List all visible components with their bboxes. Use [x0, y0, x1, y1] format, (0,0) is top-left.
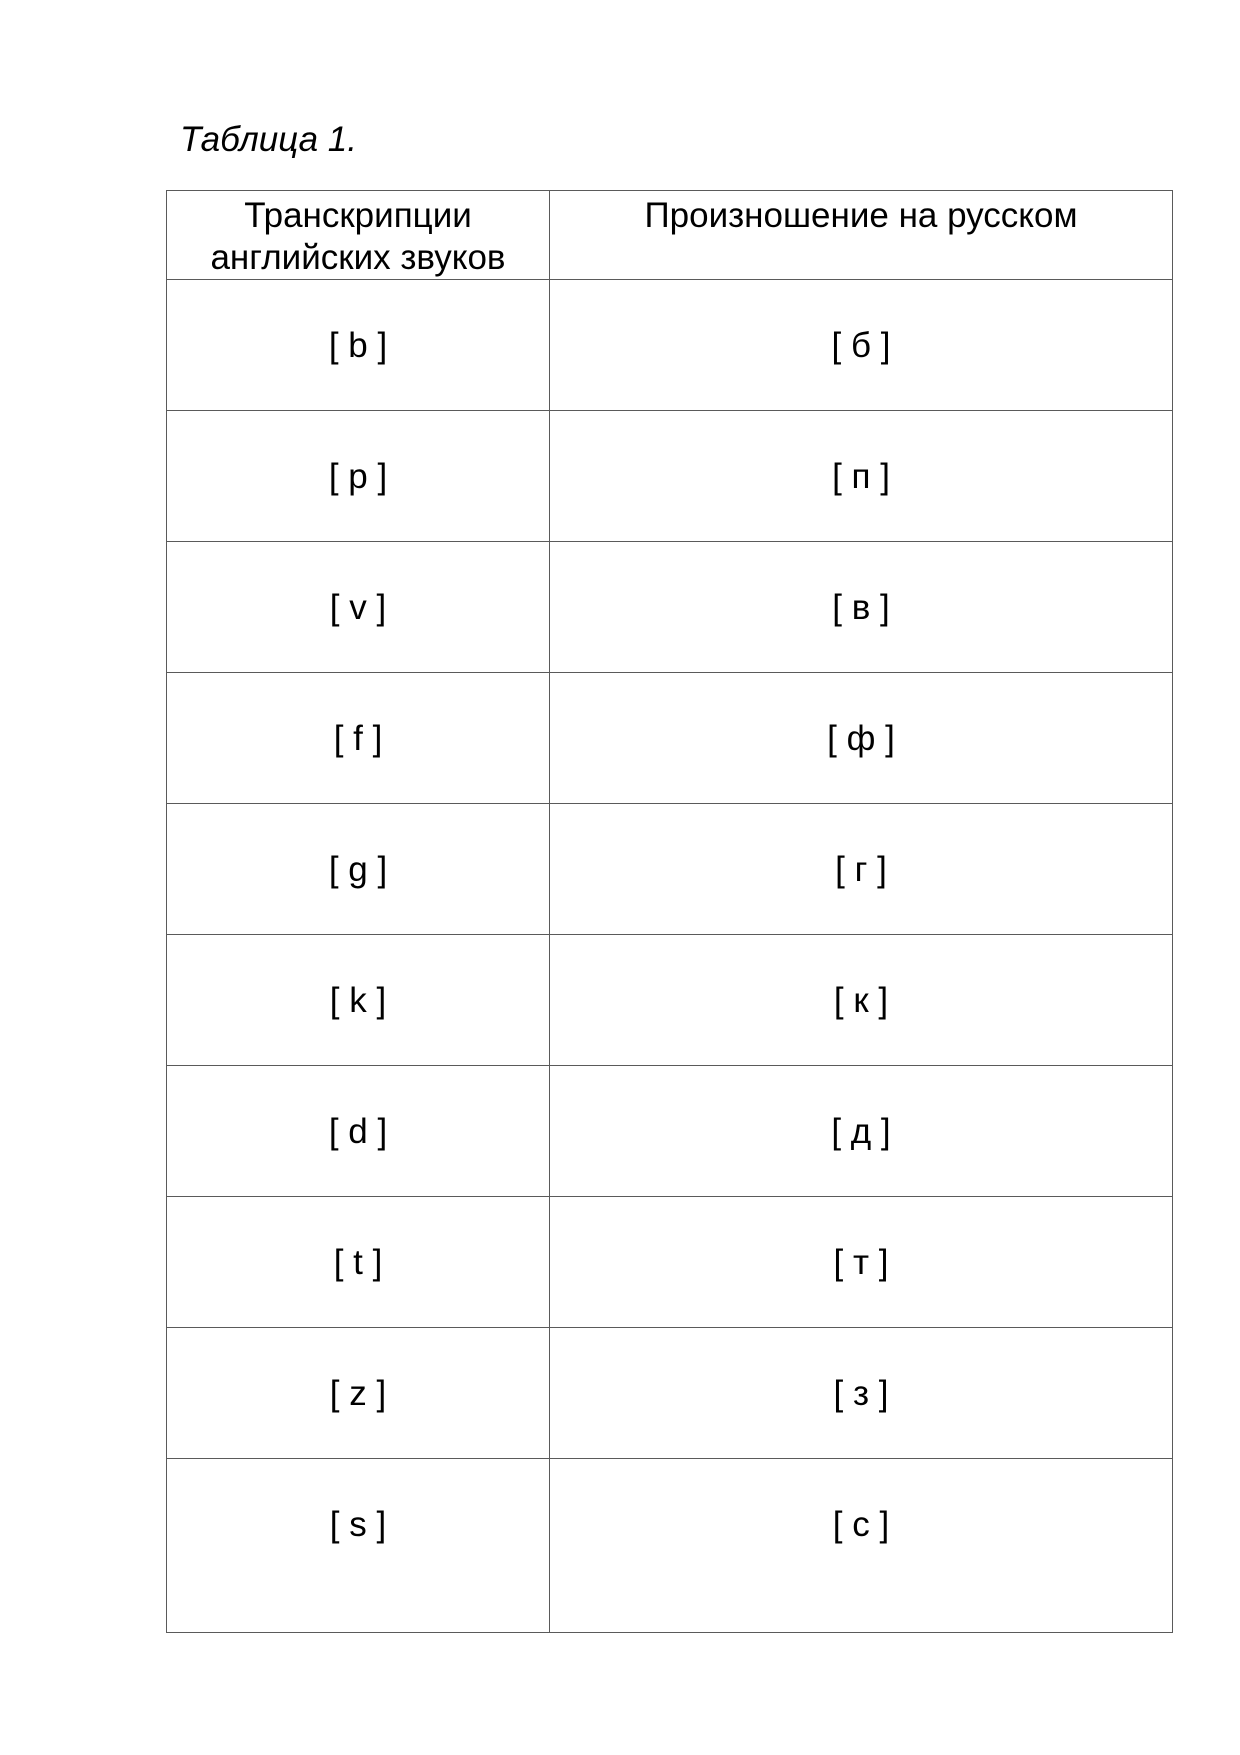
english-sound-cell: [ b ]: [167, 280, 550, 411]
english-sound-cell: [ v ]: [167, 542, 550, 673]
english-sound-cell: [ d ]: [167, 1066, 550, 1197]
russian-sound-cell: [ з ]: [550, 1328, 1173, 1459]
header-english-transcription: Транскрипции английских звуков: [167, 191, 550, 280]
english-sound-cell: [ g ]: [167, 804, 550, 935]
table-row: [167, 411, 1173, 542]
table-row: [167, 673, 1173, 804]
russian-sound-cell: [ с ]: [550, 1459, 1173, 1633]
russian-sound-cell: [ к ]: [550, 935, 1173, 1066]
russian-sound-cell: [ п ]: [550, 411, 1173, 542]
table-header-row: [167, 191, 1173, 280]
table-row: [167, 1459, 1173, 1633]
english-sound-cell: [ t ]: [167, 1197, 550, 1328]
english-sound-cell: [ p ]: [167, 411, 550, 542]
table-row: [167, 804, 1173, 935]
russian-sound-cell: [ ф ]: [550, 673, 1173, 804]
table-row: [167, 935, 1173, 1066]
table-caption: Таблица 1.: [180, 120, 357, 159]
table-row: [167, 280, 1173, 411]
russian-sound-cell: [ т ]: [550, 1197, 1173, 1328]
english-sound-cell: [ k ]: [167, 935, 550, 1066]
header-russian-pronunciation: Произношение на русском: [550, 191, 1173, 280]
table-row: [167, 542, 1173, 673]
english-sound-cell: [ z ]: [167, 1328, 550, 1459]
russian-sound-cell: [ в ]: [550, 542, 1173, 673]
russian-sound-cell: [ б ]: [550, 280, 1173, 411]
english-sound-cell: [ f ]: [167, 673, 550, 804]
sound-transcription-table: [166, 190, 1173, 1633]
russian-sound-cell: [ г ]: [550, 804, 1173, 935]
table-row: [167, 1066, 1173, 1197]
english-sound-cell: [ s ]: [167, 1459, 550, 1633]
table-row: [167, 1328, 1173, 1459]
table-row: [167, 1197, 1173, 1328]
russian-sound-cell: [ д ]: [550, 1066, 1173, 1197]
